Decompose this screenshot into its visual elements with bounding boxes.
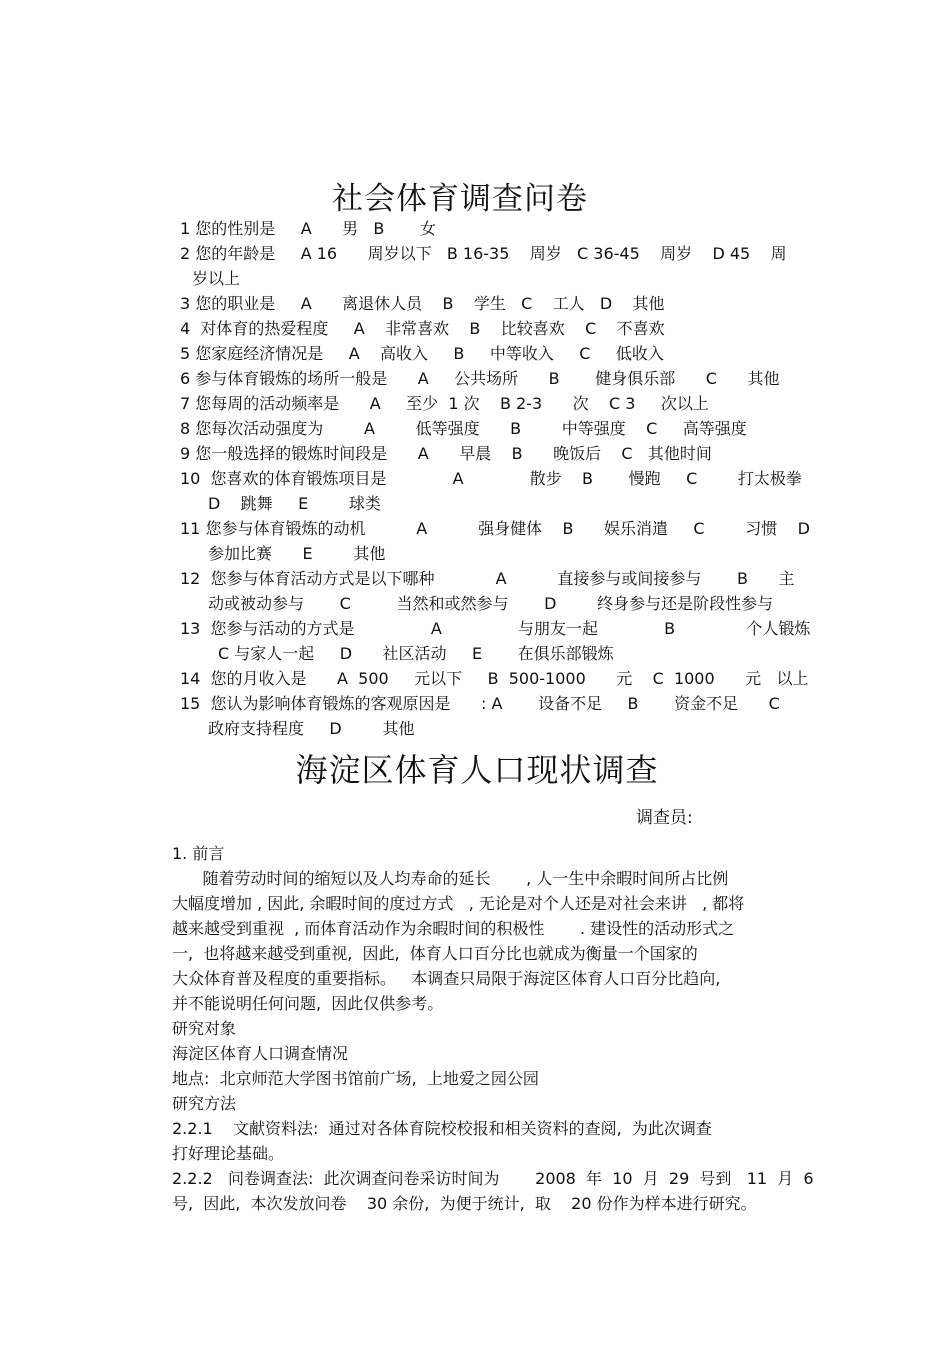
- question-line: 4 对体育的热爱程度 A 非常喜欢 B 比较喜欢 C 不喜欢: [180, 319, 665, 338]
- survey-title: 社会体育调查问卷: [332, 181, 588, 217]
- question-line: 11 您参与体育锻炼的动机 A 强身健体 B 娱乐消遣 C 习惯 D: [180, 519, 810, 538]
- question-line: D 跳舞 E 球类: [208, 494, 381, 513]
- study-title: 海淀区体育人口现状调查: [295, 751, 659, 789]
- question-line: 动或被动参与 C 当然和或然参与 D 终身参与还是阶段性参与: [208, 594, 774, 613]
- question-line: 15 您认为影响体育锻炼的客观原因是 : A 设备不足 B 资金不足 C: [180, 694, 780, 713]
- question-line: 13 您参与活动的方式是 A 与朋友一起 B 个人锻炼: [180, 619, 811, 638]
- question-line: 9 您一般选择的锻炼时间段是 A 早晨 B 晚饭后 C 其他时间: [180, 444, 712, 463]
- question-line: C 与家人一起 D 社区活动 E 在俱乐部锻炼: [218, 644, 614, 663]
- question-line: 岁以上: [192, 269, 241, 288]
- question-line: 6 参与体育锻炼的场所一般是 A 公共场所 B 健身俱乐部 C 其他: [180, 369, 780, 388]
- question-line: 12 您参与体育活动方式是以下哪种 A 直接参与或间接参与 B 主: [180, 569, 795, 588]
- section-heading: 研究对象: [172, 1019, 237, 1038]
- body-line: 大幅度增加 , 因此, 余暇时间的度过方式 , 无论是对个人还是对社会来讲 , 都将: [172, 894, 745, 913]
- body-line: 2.2.2 问卷调查法: 此次调查问卷采访时间为 2008 年 10 月 29 号到 11 月 6: [172, 1169, 814, 1188]
- body-line: 1. 前言: [172, 844, 225, 863]
- question-line: 10 您喜欢的体育锻炼项目是 A 散步 B 慢跑 C 打太极拳: [180, 469, 802, 488]
- question-line: 14 您的月收入是 A 500 元以下 B 500-1000 元 C 1000 元 以上: [180, 669, 809, 688]
- body-line: 一, 也将越来越受到重视, 因此, 体育人口百分比也就成为衡量一个国家的: [172, 944, 698, 963]
- body-line: 越来越受到重视 , 而体育活动作为余暇时间的积极性 . 建设性的活动形式之: [172, 919, 735, 938]
- question-line: 政府支持程度 D 其他: [208, 719, 415, 738]
- question-line: 3 您的职业是 A 离退休人员 B 学生 C 工人 D 其他: [180, 294, 665, 313]
- investigator-label: 调查员:: [636, 808, 693, 828]
- body-line: 大众体育普及程度的重要指标。 本调查只局限于海淀区体育人口百分比趋向,: [172, 969, 721, 988]
- body-line: 打好理论基础。: [172, 1144, 285, 1163]
- question-line: 8 您每次活动强度为 A 低等强度 B 中等强度 C 高等强度: [180, 419, 747, 438]
- body-line: 海淀区体育人口调查情况: [172, 1044, 349, 1063]
- body-line: 2.2.1 文献资料法: 通过对各体育院校校报和相关资料的查阅, 为此次调查: [172, 1119, 712, 1138]
- question-line: 参加比赛 E 其他: [208, 544, 386, 563]
- question-line: 2 您的年龄是 A 16 周岁以下 B 16-35 周岁 C 36-45 周岁 D 45 周: [180, 244, 787, 263]
- section-heading: 研究方法: [172, 1094, 237, 1113]
- study-body: [172, 841, 812, 1216]
- questionnaire-list: [180, 216, 820, 741]
- body-line: 随着劳动时间的缩短以及人均寿命的延长 , 人一生中余暇时间所占比例: [172, 869, 729, 888]
- body-line: 号, 因此, 本次发放问卷 30 余份, 为便于统计, 取 20 份作为样本进行研究。: [172, 1194, 757, 1213]
- question-line: 1 您的性别是 A 男 B 女: [180, 219, 436, 238]
- body-line: 并不能说明任何问题, 因此仅供参考。: [172, 994, 444, 1013]
- question-line: 7 您每周的活动频率是 A 至少 1 次 B 2-3 次 C 3 次以上: [180, 394, 709, 413]
- body-line: 地点: 北京师范大学图书馆前广场, 上地爱之园公园: [172, 1069, 539, 1088]
- question-line: 5 您家庭经济情况是 A 高收入 B 中等收入 C 低收入: [180, 344, 664, 363]
